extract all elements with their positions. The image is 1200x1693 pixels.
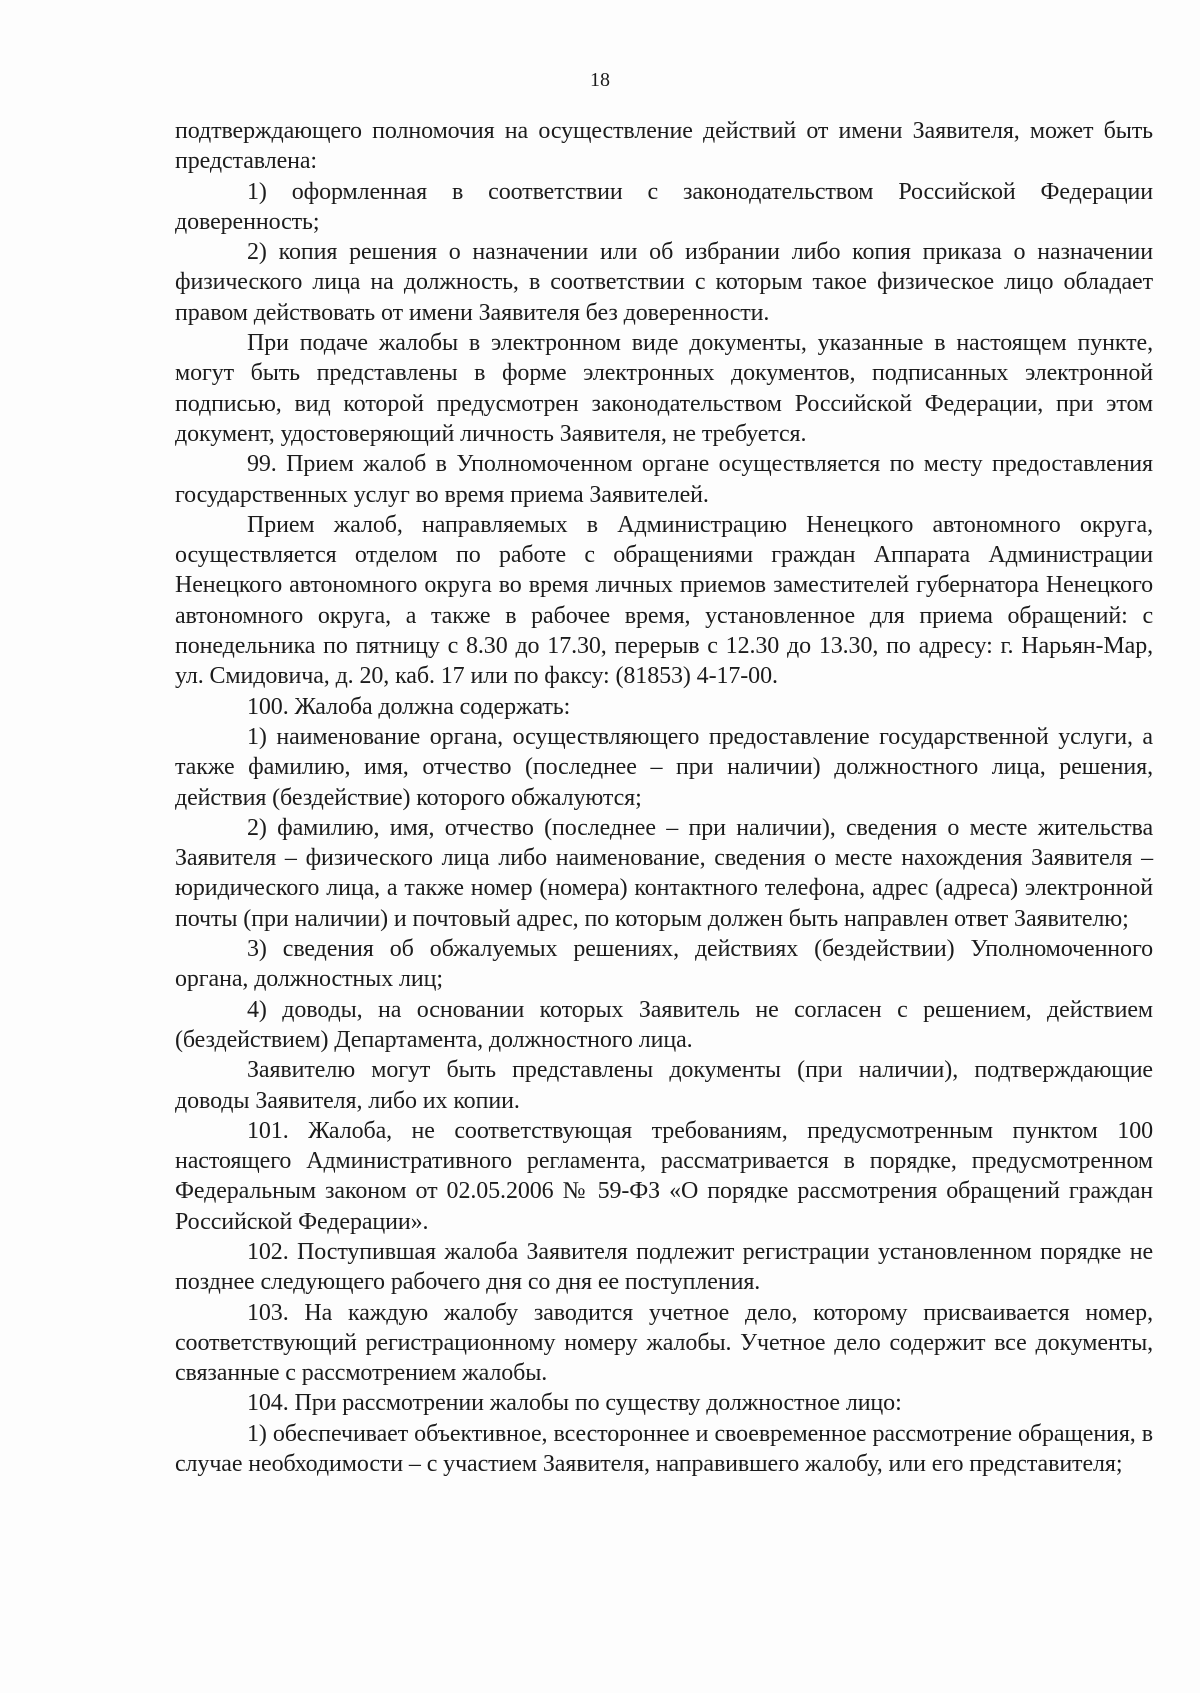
paragraph-100-item-2: 2) фамилию, имя, отчество (последнее – при наличии), сведения о месте жительства Заявителя – физического лица либо наименование, сведения о месте нахождения Заявителя – юридического лица, а также номер (номера) контактного телефона, адрес (адреса) электронной почты (при наличии) и почтовый адрес, по которым должен быть направлен ответ Заявителю;	[175, 814, 1153, 932]
document-body	[175, 116, 1153, 1479]
page-number: 18	[590, 69, 610, 91]
paragraph-supporting-documents: Заявителю могут быть представлены документы (при наличии), подтверждающие доводы Заявителя, либо их копии.	[175, 1057, 1153, 1114]
paragraph-103: 103. На каждую жалобу заводится учетное дело, которому присваивается номер, соответствующий регистрационному номеру жалобы. Учетное дело содержит все документы, связанные с рассмотрением жалобы.	[175, 1299, 1153, 1387]
paragraph-electronic-submission: При подаче жалобы в электронном виде документы, указанные в настоящем пункте, могут быть представлены в форме электронных документов, подписанных электронной подписью, вид которой предусмотрен законодательством Российской Федерации, при этом документ, удостоверяющий личность Заявителя, не требуется.	[175, 330, 1153, 447]
paragraph-100-item-4: 4) доводы, на основании которых Заявитель не согласен с решением, действием (бездействием) Департамента, должностного лица.	[175, 996, 1153, 1053]
paragraph-100-item-3: 3) сведения об обжалуемых решениях, действиях (бездействии) Уполномоченного органа, должностных лиц;	[175, 936, 1153, 993]
paragraph-continuation: подтверждающего полномочия на осуществление действий от имени Заявителя, может быть представлена:	[175, 118, 1153, 175]
paragraph-item-2-decision-copy: 2) копия решения о назначении или об избрании либо копия приказа о назначении физического лица на должность, в соответствии с которым такое физическое лицо обладает правом действовать от имени Заявителя без доверенности.	[175, 239, 1153, 326]
paragraph-102: 102. Поступившая жалоба Заявителя подлежит регистрации установленном порядке не позднее следующего рабочего дня со дня ее поступления.	[175, 1238, 1153, 1296]
paragraph-104-item-1: 1) обеспечивает объективное, всестороннее и своевременное рассмотрение обращения, в случае необходимости – с участием Заявителя, направившего жалобу, или его представителя;	[175, 1420, 1153, 1478]
paragraph-100-item-1: 1) наименование органа, осуществляющего предоставление государственной услуги, а также фамилию, имя, отчество (последнее – при наличии) должностного лица, решения, действия (бездействие) которого обжалуются;	[175, 723, 1153, 811]
paragraph-101: 101. Жалоба, не соответствующая требованиям, предусмотренным пунктом 100 настоящего Административного регламента, рассматривается в порядке, предусмотренном Федеральным законом от 02.05.2006 № 59-ФЗ «О порядке рассмотрения обращений граждан Российской Федерации».	[175, 1117, 1153, 1235]
paragraph-reception-schedule: Прием жалоб, направляемых в Администрацию Ненецкого автономного округа, осуществляется отделом по работе с обращениями граждан Аппарата Администрации Ненецкого автономного округа во время личных приемов заместителей губернатора Ненецкого автономного округа, а также в рабочее время, установленное для приема обращений: с понедельника по пятницу с 8.30 до 17.30, перерыв с 12.30 до 13.30, по адресу: г. Нарьян-Мар, ул. Смидовича, д. 20, каб. 17 или по факсу: (81853) 4-17-00.	[175, 511, 1153, 690]
paragraph-99: 99. Прием жалоб в Уполномоченном органе осуществляется по месту предоставления государственных услуг во время приема Заявителей.	[175, 451, 1153, 508]
paragraph-item-1-power-of-attorney: 1) оформленная в соответствии с законодательством Российской Федерации доверенность;	[175, 178, 1153, 235]
paragraph-104: 104. При рассмотрении жалобы по существу должностное лицо:	[247, 1390, 902, 1417]
paragraph-100: 100. Жалоба должна содержать:	[247, 693, 571, 720]
